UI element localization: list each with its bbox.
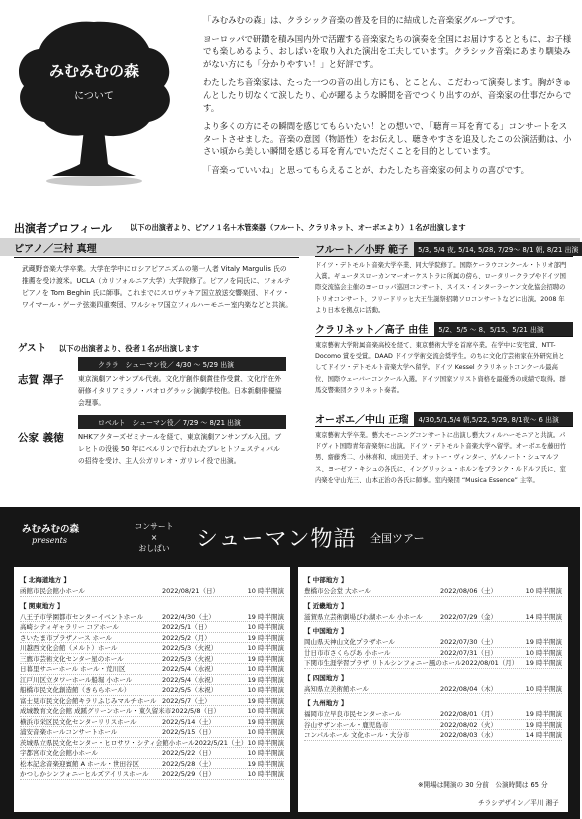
schedule-venue: 高崎シティギャラリー コアホール — [20, 623, 119, 631]
schedule-time: 10 時半開演 — [247, 707, 284, 715]
schedule-row — [304, 586, 562, 597]
region-heading: 【 関東地方 】 — [20, 601, 64, 610]
region-heading: 【 四国地方 】 — [304, 673, 348, 682]
schedule-time: 10 時半開演 — [247, 587, 284, 595]
schedule-date: 2022/5/8（日） — [171, 707, 221, 715]
schedule-time: 10 時半開演 — [247, 665, 284, 673]
schedule-venue: 横浜市栄区民文化センターリリスホール — [20, 717, 137, 726]
schedule-venue: 函館市民会館小ホール — [20, 587, 85, 595]
guest-heading — [18, 340, 199, 354]
clarinet-header — [315, 321, 573, 337]
tour-subtitle: 全国ツアー — [370, 532, 425, 545]
schedule-venue: 宇都宮市文化会館小ホール — [20, 749, 98, 757]
schedule-row — [20, 748, 284, 759]
schedule-date: 2022/08/03（水） — [440, 731, 497, 739]
schedule-venue: 廿日市市さくらぴあ 小ホール — [304, 648, 391, 657]
region-heading: 【 近畿地方 】 — [304, 601, 348, 610]
schedule-row — [20, 769, 284, 780]
schedule-row — [20, 696, 284, 707]
logo-subtitle: について — [74, 91, 114, 102]
schedule-time: 10 時半開演 — [247, 644, 284, 652]
schedule-row — [20, 685, 284, 696]
schedule-date: 2022/08/06（土） — [440, 587, 497, 595]
schedule-venue: 日暮里サニーホール ホール・荒川区 — [20, 665, 126, 673]
schedule-note: ※開場は開演の 30 分前 公演時間は 65 分 — [418, 781, 548, 789]
region-heading: 【 北海道地方 】 — [20, 576, 71, 584]
schedule-row — [20, 706, 284, 717]
schedule-row — [20, 633, 284, 644]
schedule-venue: 富士見市民文化会館キラリふじみマルチホール — [20, 696, 157, 705]
schedule-venue: 三鷹市芸術文化センター星のホール — [20, 654, 124, 663]
schedule-time: 10 時半開演 — [525, 648, 562, 657]
schedule-time: 10 時半開演 — [247, 770, 284, 778]
schedule-date: 2022/5/14（土） — [162, 717, 215, 726]
schedule-table-right — [298, 567, 568, 812]
schedule-venue: 江戸川区立タワーホール船堀 小ホール — [20, 675, 133, 684]
schedule-row — [304, 648, 562, 659]
flute-header — [315, 241, 579, 257]
schedule-venue: 八王子市学園都市センターイベントホール — [20, 612, 144, 621]
schedule-date: 2022/5/1（日） — [162, 623, 211, 631]
schedule-row — [304, 658, 562, 669]
schedule-time: 10 時半開演 — [247, 686, 284, 694]
schedule-venue: 豊橋市公会堂 大ホール — [304, 587, 371, 595]
schedule-date: 2022/08/01（月） — [461, 659, 519, 667]
schedule-row — [20, 654, 284, 665]
schedule-row — [20, 643, 284, 654]
schedule-time: 19 時半開演 — [525, 659, 562, 667]
tour-section — [0, 507, 580, 819]
schedule-date: 2022/5/5（木祝） — [162, 686, 218, 694]
schedule-time: 10 時半開演 — [525, 587, 562, 595]
schedule-date: 2022/08/01（月） — [440, 710, 497, 718]
schedule-venue: 成城教育文化会館 成蹊グリーンホール・東久留米市 — [20, 707, 172, 715]
oboe-dates: 4/30,5/1,5/4 朝,5/22, 5/29, 8/1夜～ 6 出演 — [414, 412, 573, 426]
schedule-date: 2022/07/31（日） — [440, 648, 497, 657]
schedule-time: 19 時半開演 — [247, 612, 284, 621]
schedule-date: 2022/5/7（土） — [162, 696, 211, 705]
clarinet-profile — [315, 321, 573, 396]
flute-dates: 5/3, 5/4 夜, 5/14, 5/28, 7/29～ 8/1 朝, 8/21 出演 — [414, 242, 582, 256]
schedule-venue: 滋賀県立芸術劇場びわ湖ホール 小ホール — [304, 612, 423, 621]
guest-bio: NHKアクターズゼミナールを経て、東京演劇アンサンブル入団。ブレヒトの没後 50 年にベルリンで行われたブレヒトフェスティバルの招待を受け、主人公ガリレオ・ガリレイ役で出演。 — [78, 433, 282, 465]
schedule-date: 2022/5/22（日） — [162, 749, 215, 757]
piano-bio: 武蔵野音楽大学卒業。大学在学中にロシアピアニズムの第一人者 Vitaly Margulis 氏の推薦を受け渡米。UCLA（カリフォルニア大学）大学院修了。ピアノを同氏に、フォルテピアノを Tom Beghin 氏に師事。これまでにスロヴァキア国立放送交響楽団、ドイツ・ワイマール・ゲーテ弦楽四重奏団、ワルシャワ国立フィルハーモニー室内楽などと共演。 — [22, 265, 293, 309]
schedule-time: 10 時半開演 — [247, 728, 284, 736]
schedule-venue: 高知県立美術館ホール — [304, 684, 369, 693]
schedule-time: 19 時半開演 — [247, 675, 284, 684]
schedule-row — [20, 738, 284, 749]
design-credit: チラシデザイン／平川 湘子 — [478, 799, 559, 807]
concert-word: コンサート — [134, 522, 174, 531]
schedule-time: 19 時半開演 — [525, 638, 562, 646]
oboe-name: オーボエ／中山 正瑠 — [315, 415, 409, 426]
intro-paragraph: 「音楽っていいね」と思ってもらえることが、わたしたち音楽家の何よりの喜びです。 — [203, 164, 529, 175]
guest-name: 公家 義徳 — [18, 432, 64, 444]
intro-paragraph: ヨーロッパで研鑽を積み国内外で活躍する音楽家たちの演奏を全国にお届けするとともに、お子様でも楽しめるよう、おしばいを取り入れた演出を工夫しています。クラシック音楽にあまり馴染みがない方にも「分かりやすい！」と好評です。 — [203, 33, 572, 69]
guest-role: ロベルト シューマン役／ 7/29 ～ 8/21 出演 — [78, 415, 286, 429]
piano-name: ピアノ／三村 真理 — [14, 240, 299, 258]
guest-bio: 東京演劇アンサンブル代表。文化庁創作劇賞佳作受賞、文化庁在外研修イタリアミラノ・パオログラッシ演劇学校他。日本新劇俳優協会理事。 — [78, 375, 282, 407]
schedule-row — [20, 717, 284, 728]
schedule-date: 2022/08/02（火） — [440, 720, 497, 729]
schedule-time: 14 時半開演 — [525, 612, 562, 621]
schedule-venue: 谷山サザンホール・鹿児島市 — [304, 720, 389, 729]
schedule-date: 2022/07/30（土） — [440, 638, 497, 646]
clarinet-dates: 5/2、5/5 ～ 8、5/15、5/21 出演 — [434, 322, 573, 336]
schedule-date: 2022/08/04（木） — [440, 684, 497, 693]
schedule-date: 2022/5/4（水祝） — [162, 675, 218, 684]
presents-label: presents — [32, 536, 67, 545]
schedule-venue: 下関市生涯学習プラザ リトルシンフォニー風のホール — [304, 659, 462, 667]
guest-role: クララ シューマン役／ 4/30 ～ 5/29 出演 — [78, 357, 286, 371]
schedule-row — [304, 730, 562, 741]
schedule-time: 19 時半開演 — [247, 717, 284, 726]
schedule-venue: コンパルホール 文化ホール・大分市 — [304, 731, 410, 739]
schedule-time: 10 時半開演 — [247, 749, 284, 757]
region-heading: 【 中部地方 】 — [304, 576, 348, 584]
schedule-time: 19 時半開演 — [525, 720, 562, 729]
piano-profile — [14, 240, 299, 311]
intro-section — [0, 0, 580, 215]
clarinet-name: クラリネット／高子 由佳 — [315, 325, 429, 336]
clarinet-bio: 東京藝術大学附属音楽高校を経て、東京藝術大学を首席卒業。在学中に安宅賞、NTT-Docomo 賞を受賞。DAAD ドイツ学術交流会奨学生。のちに文化庁芸術家在外研究員としてドイツ・デトモルト音楽大学へ留学。ドイツ Kessel クラリネットコンクール最高位、国際ウェーバーコンクール入選。ドイツ国家ソリスト資格を最優秀の成績で取得。群馬交響楽団クラリネット奏者。 — [315, 342, 566, 394]
schedule-row — [304, 709, 562, 720]
schedule-time: 10 時半開演 — [247, 738, 284, 747]
schedule-row — [20, 727, 284, 738]
schedule-date: 2022/5/15（日） — [162, 728, 215, 736]
guest-name: 志賀 澤子 — [18, 374, 64, 386]
schedule-time: 19 時半開演 — [247, 759, 284, 768]
schedule-date: 2022/5/3（火祝） — [162, 644, 218, 652]
schedule-venue: 岡山県天神山文化プラザホール — [304, 638, 395, 646]
schedule-time: 19 時半開演 — [247, 633, 284, 642]
schedule-row — [20, 586, 284, 597]
schedule-time: 10 時半開演 — [525, 684, 562, 693]
schedule-row — [20, 612, 284, 623]
schedule-venue: 浦安音楽ホールコンサートホール — [20, 728, 118, 736]
intro-paragraph: より多くの方にその瞬間を感じてもらいたい！との想いで、「聴育＝耳を育てる」コンサートをスタートさせました。音楽の意図（物語性）をお伝えし、聴きやすさを追及したこの公演活動は、小さい頃から美しい瞬間を感じる耳を育んでいただくことを目的としています。 — [203, 121, 572, 157]
schedule-venue: さいたま市プラザノース ホール — [20, 633, 112, 642]
schedule-row — [20, 675, 284, 686]
schedule-row — [304, 637, 562, 648]
schedule-row — [20, 759, 284, 770]
logo-title: みむみむの森 — [48, 62, 140, 80]
intro-text — [203, 14, 573, 183]
oboe-profile — [315, 411, 573, 486]
flute-bio: ドイツ・デトモルト音楽大学卒業、同大学院修了。国際ケーラウコンクール・トリオ部門入賞。ギュータスローカンマーオーケストラに所属の傍ら、ロータリークラブやドイツ国際交流協会主催のヨーロッパ巡回コンサート、スイス・インターラーケン文化協会招聘のトリオコンサート、フリードリッヒ大王生誕祭招聘ソロコンサートなどに出演。2008 年より日本を拠点に活動。 — [315, 262, 567, 314]
oboe-header — [315, 411, 573, 427]
schedule-venue: かつしかシンフォニーヒルズアイリスホール — [20, 770, 149, 778]
schedule-date: 2022/5/28（土） — [162, 759, 215, 768]
concert-label — [124, 521, 184, 554]
oboe-bio: 東京藝術大学卒業。藝大モーニングコンサートに出演し藝大フィルハーモニアと共演。パドヴィト国際青年音楽祭に出演。ドイツ・デトモルト音楽大学へ留学。オーボエを藤田竹男、齋藤秀二、小林喜和、成田美子、オットー・ヴィンター、ゲルノート・シュマルフス、ヨーゼフ・キシュの各氏に、イングリッシュ・ホルンをブランク・ルドルフ氏に、室内楽を守山光三、山本正治の各氏に師事。室内楽団 “Musica Essence” 主宰。 — [315, 432, 567, 484]
schedule-row — [304, 612, 562, 623]
schedule-date: 2022/5/3（火祝） — [162, 654, 218, 663]
flute-profile — [315, 241, 579, 316]
schedule-time: 10 時半開演 — [247, 623, 284, 631]
region-heading: 【 九州地方 】 — [304, 699, 348, 707]
intro-paragraph: 「みむみむの森」は、クラシック音楽の普及を目的に結成した音楽家グループです。 — [203, 15, 520, 25]
schedule-date: 2022/5/4（水祝） — [162, 665, 218, 673]
schedule-date: 2022/5/21（土） — [194, 738, 248, 747]
schedule-date: 2022/07/29（金） — [440, 612, 497, 621]
schedule-table-left — [14, 567, 290, 812]
schedule-venue: 福岡市立早良市民センターホール — [304, 710, 402, 718]
schedule-time: 19 時半開演 — [247, 696, 284, 705]
guest-subheading: 以下の出演者より、役者１名が出演します — [58, 344, 200, 353]
schedule-row — [20, 622, 284, 633]
schedule-row — [304, 720, 562, 731]
schedule-date: 2022/5/29（日） — [162, 770, 215, 778]
intro-paragraph: わたしたち音楽家は、たった一つの音の出し方にも、とことん、こだわって演奏します。胸がきゅんとしたり切なくて涙したり、心が躍るような瞬間を音でつくり出すのが、音楽家の仕事だからです。 — [203, 77, 572, 113]
schedule-venue: 松本記念音楽迎賓館 A ホール・世田谷区 — [20, 759, 139, 768]
tree-logo-icon — [14, 14, 174, 189]
tour-title: シューマン物語 — [196, 527, 357, 552]
schedule-time: 14 時半開演 — [525, 731, 562, 739]
schedule-time: 19 時半開演 — [247, 654, 284, 663]
schedule-venue: 船橋市民文化創造館（きららホール） — [20, 686, 131, 694]
guest-label: ゲスト — [18, 343, 47, 354]
cross-mark: × — [150, 533, 158, 542]
schedule-date: 2022/5/2（月） — [162, 633, 211, 642]
brand-name: みむみむの森 — [22, 524, 80, 535]
profile-heading: 出演者プロフィール — [14, 222, 112, 235]
region-heading: 【 中国地方 】 — [304, 627, 348, 635]
profile-section — [0, 215, 580, 507]
oshibai-word: おしばい — [138, 544, 170, 553]
schedule-time: 19 時半開演 — [525, 710, 562, 718]
schedule-venue: 茨城県立県民文化センター・ヒロサワ・シティ会館小ホール — [20, 738, 195, 747]
schedule-venue: 川越西文化会館（メルト）ホール — [20, 644, 118, 652]
schedule-date: 2022/4/30（土） — [162, 612, 215, 621]
flute-name: フルート／小野 範子 — [315, 245, 409, 256]
profile-subheading: 以下の出演者より、ピアノ１名＋木管楽器（フルート、クラリネット、オーボエより）１名が出演します — [130, 223, 466, 232]
schedule-row — [304, 684, 562, 695]
schedule-date: 2022/08/21（日） — [162, 587, 219, 595]
schedule-row — [20, 664, 284, 675]
